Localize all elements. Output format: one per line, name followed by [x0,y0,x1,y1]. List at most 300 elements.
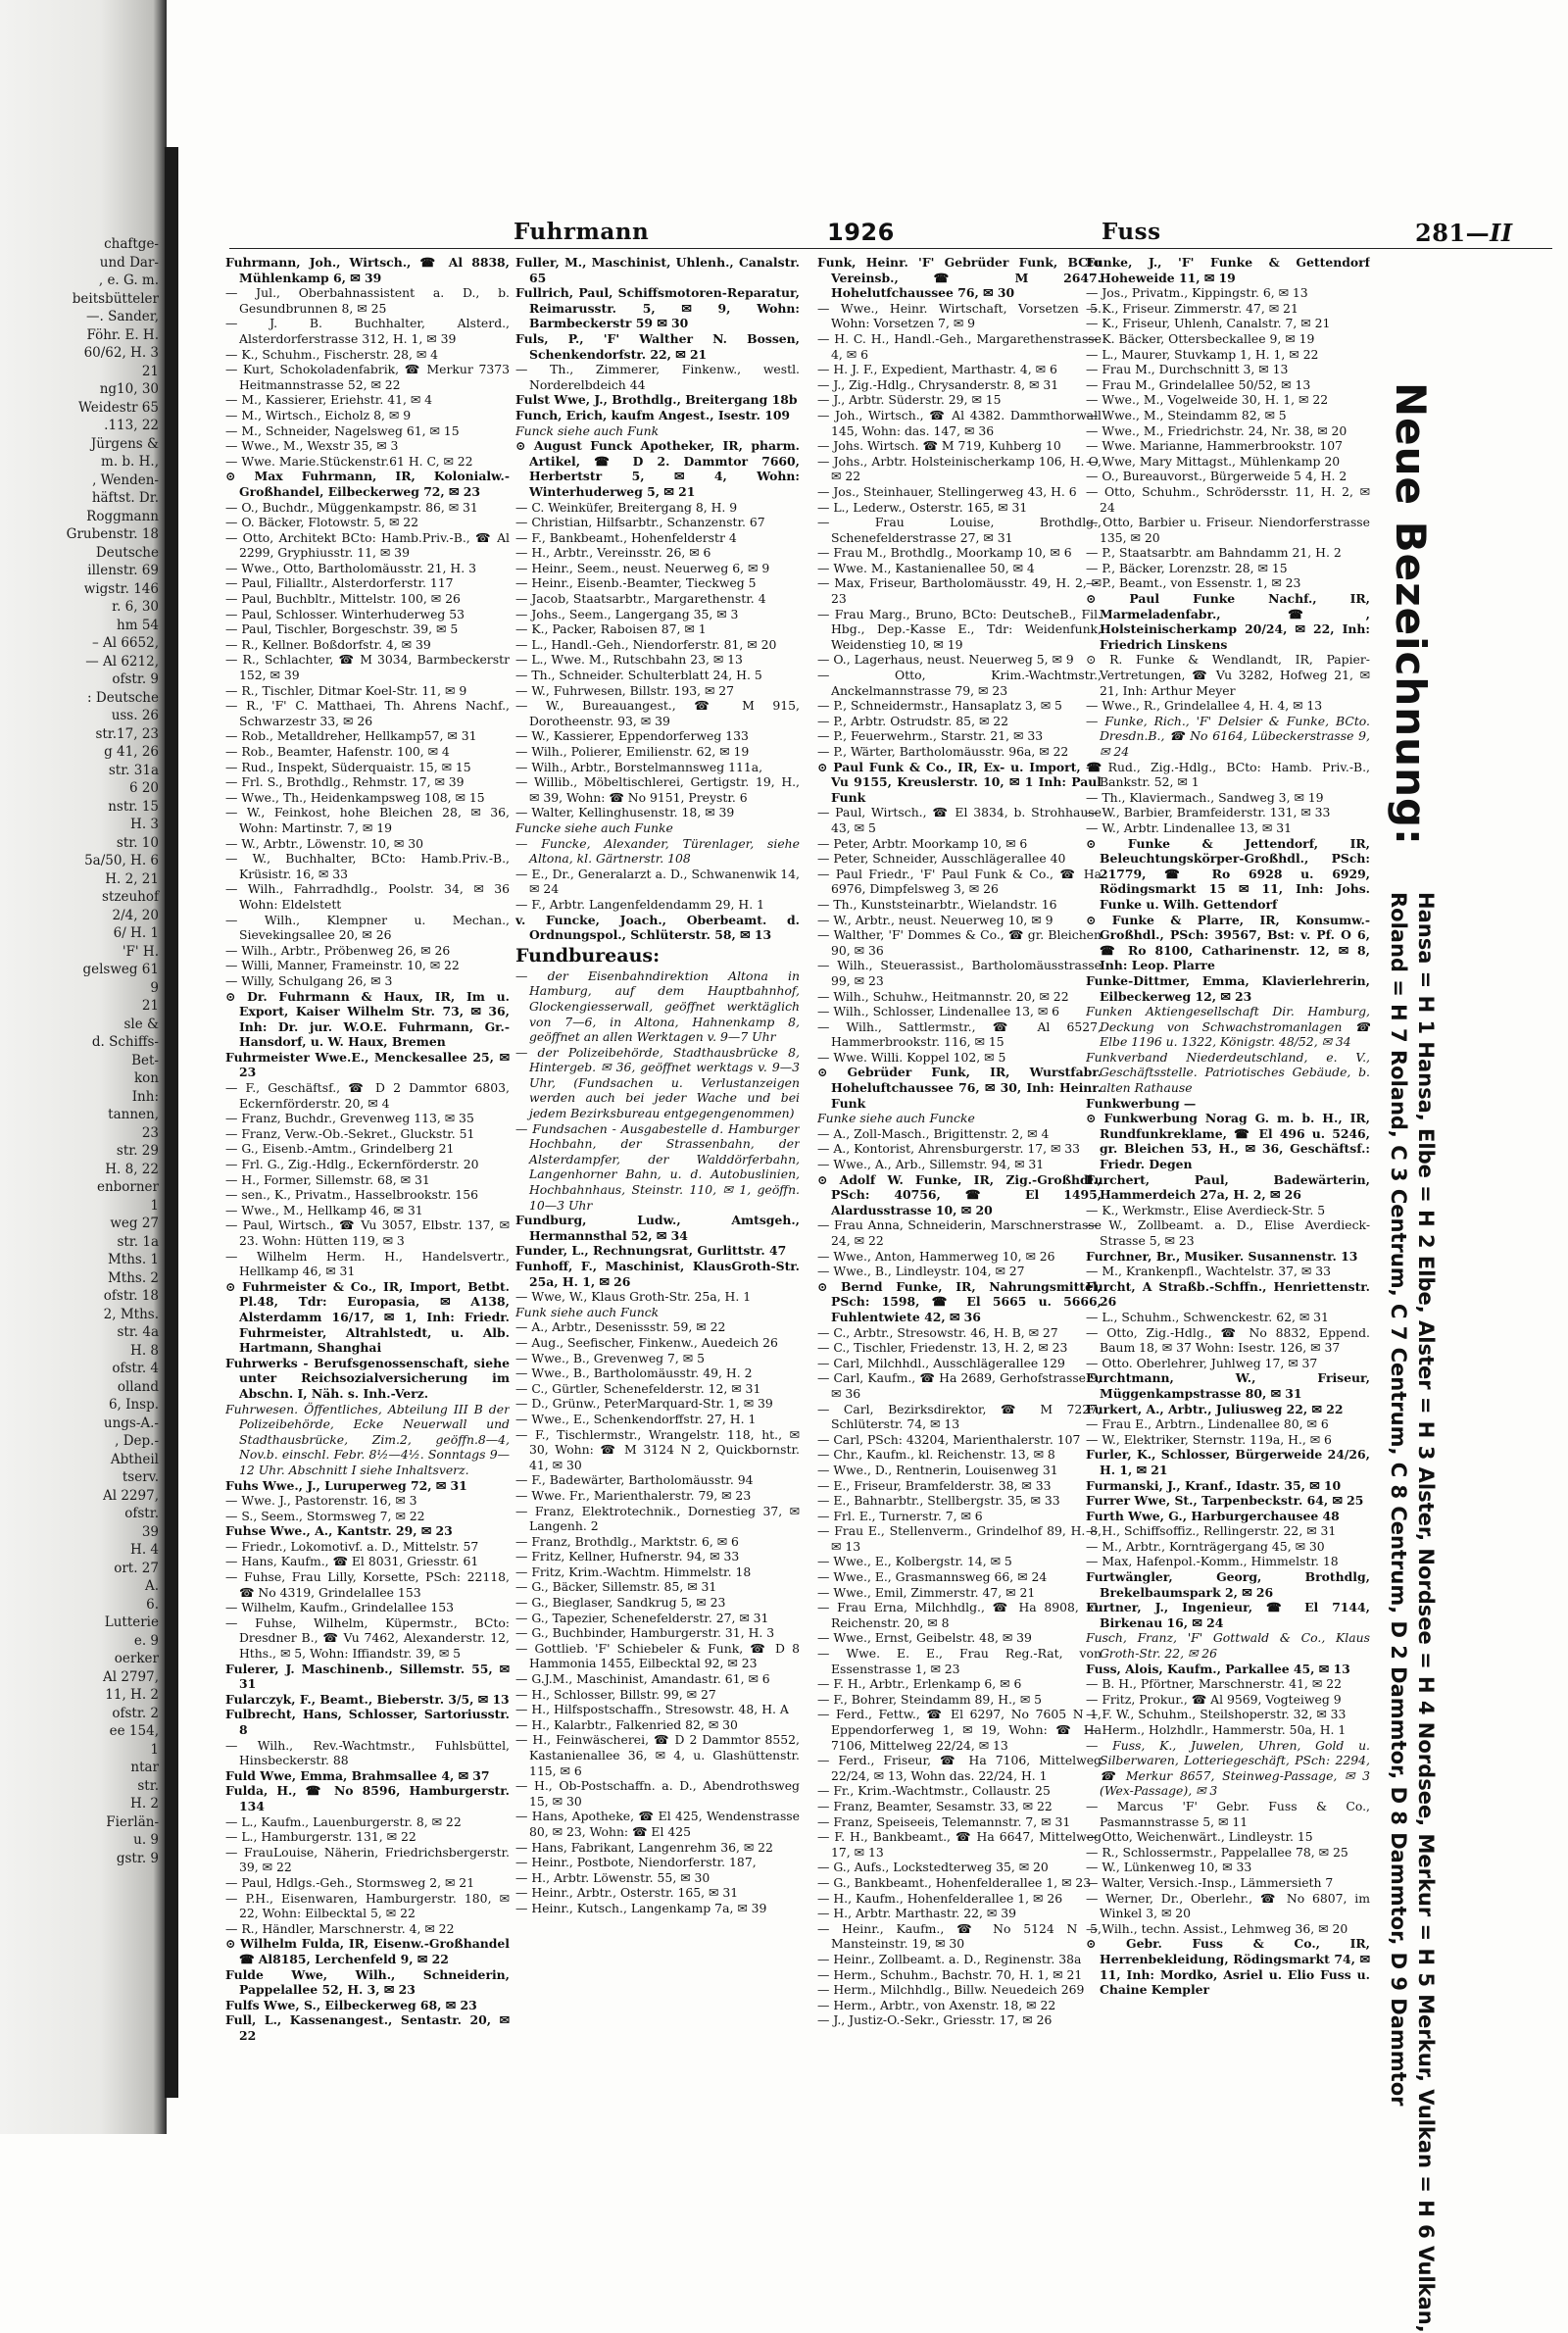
prev-page-line: ee 154, [109,1723,159,1739]
directory-entry: Funkwerbung — [1086,1095,1197,1111]
directory-entry: Fuhrmeister Wwe.E., Menckesallee 25, ✉ 23 [225,1049,510,1080]
directory-entry: — L., Schuhm., Schwenckestr. 62, ✉ 31 [1086,1309,1329,1324]
prev-page-line: uss. 26 [111,708,159,723]
prev-page-line: ofstr. 18 [103,1288,159,1304]
prev-page-line: ng10, 30 [99,381,159,397]
directory-entry: — Heinr., Arbtr., Osterstr. 165, ✉ 31 [515,1885,739,1901]
directory-entry: — O., Lagerhaus, neust. Neuerweg 5, ✉ 9 [817,652,1074,668]
directory-entry: — Otto, Barbier u. Friseur. Niendorferstrasse 135, ✉ 20 [1086,515,1370,545]
prev-page-line: str. 4a [117,1324,159,1340]
prev-page-line: H. 3 [130,817,159,832]
prev-page-line: d. Schiffs- [91,1034,159,1050]
directory-entry: — Walter, Kellinghusenstr. 18, ✉ 39 [515,805,735,820]
directory-entry: — W., Barbier, Bramfeiderstr. 131, ✉ 33 [1086,805,1331,820]
prev-page-line: Mths. 1 [107,1252,159,1267]
directory-entry: Furchner, Br., Musiker. Susannenstr. 13 [1086,1248,1358,1264]
directory-entry: — Wwe., B., Grevenweg 7, ✉ 5 [515,1350,705,1365]
directory-entry: — Rob., Beamter, Hafenstr. 100, ✉ 4 [225,744,450,759]
directory-entry: — Otto. Oberlehrer, Juhlweg 17, ✉ 37 [1086,1355,1318,1370]
directory-entry: — L., Wwe. M., Rutschbahn 23, ✉ 13 [515,652,743,668]
prev-page-line: str. 1a [117,1233,159,1250]
directory-entry: Furrer Wwe, St., Tarpenbeckstr. 64, ✉ 25 [1086,1493,1364,1509]
directory-entry: — Wilh., Schuhw., Heitmannstr. 20, ✉ 22 [817,988,1069,1004]
directory-entry: — Wilhelm Herm. H., Handelsvertr., Hellkamp 46, ✉ 31 [225,1248,510,1279]
prev-page-line: gstr. 9 [116,1850,159,1866]
directory-entry: — M., Schneider, Nagelsweg 61, ✉ 15 [225,422,460,438]
prev-page-line: 'F' H. [122,943,159,960]
directory-entry: — Wwe. Marie.Stückenstr.61 H. C, ✉ 22 [225,453,473,469]
directory-entry: — O., Bureauvorst., Bürgerweide 5 4, H. 2 [1086,469,1348,484]
directory-entry: — Wwe., M., Hellkamp 46, ✉ 31 [225,1202,423,1217]
prev-page-line: : Deutsche [87,689,159,706]
directory-entry: Fulst Wwe, J., Brothdlg., Breitergang 18b [515,392,798,408]
prev-page-line: , e. G. m. [98,273,159,288]
directory-entry: — R., Schlachter, ☎ M 3034, Barmbeckerstr 152, ✉ 39 [225,652,510,683]
directory-entry: — A., Arbtr., Desenissstr. 59, ✉ 22 [515,1319,726,1335]
directory-entry: — Willy, Schulgang 26, ✉ 3 [225,972,393,988]
directory-entry: Fuhse Wwe., A., Kantstr. 29, ✉ 23 [225,1523,453,1539]
directory-entry: — Wwe. M., Kastanienallee 50, ✉ 4 [817,560,1035,575]
directory-entry: — S., Seem., Stormsweg 7, ✉ 22 [225,1508,425,1523]
directory-entry: — Franz, Speiseeis, Telemannstr. 7, ✉ 31 [817,1813,1071,1829]
directory-entry: — Carl, Milchhdl., Ausschlägerallee 129 [817,1355,1065,1370]
prev-page-line: ofstr. [124,1506,159,1521]
page-number-arabic: 281— [1415,219,1491,247]
directory-entry: — H., Schlosser, Billstr. 99, ✉ 27 [515,1686,716,1702]
book-gutter [165,147,178,2098]
directory-entry: — Wwe., E., Kolbergstr. 14, ✉ 5 [817,1554,1012,1569]
directory-entry: — H., Kalarbtr., Falkenried 82, ✉ 30 [515,1716,738,1732]
directory-entry: — Carl, Bezirksdirektor, ☎ M 7227, Schlüterstr. 74, ✉ 13 [817,1401,1102,1432]
directory-entry: Funcke siehe auch Funke [515,819,673,835]
directory-entry: — E., Dr., Generalarzt a. D., Schwanenwik 14, ✉ 24 [515,866,800,897]
directory-entry: — M., Kassierer, Eriehstr. 41, ✉ 4 [225,392,433,408]
prev-page-line: nstr. 15 [108,798,159,815]
directory-entry: — R., Schlossermstr., Pappelallee 78, ✉ 25 [1086,1844,1348,1860]
directory-entry: ⊙ Funke & Plarre, IR, Konsumw.-Großhdl., PSch: 39567, Bst: v. Pf. O 6, ☎ Ro 8100, Catharinenstr. 12, ✉ 8, Inh: Leop. Plarre [1086,912,1370,973]
directory-entry: Fulbrecht, Hans, Schlosser, Sartoriusstr. 8 [225,1707,510,1737]
directory-entry: — Wwe., Otto, Bartholomäusstr. 21, H. 3 [225,560,476,575]
prev-page-line: Roggmann [86,508,159,524]
directory-entry: — H. C. H., Handl.-Geh., Margarethenstrasse 4, ✉ 6 [817,330,1102,362]
directory-entry: — Carl, PSch: 43204, Marienthalerstr. 107 [817,1431,1081,1447]
directory-entry: — K. Bäcker, Ottersbeckallee 9, ✉ 19 [1086,330,1315,346]
directory-entry: — Fr., Krim.-Wachtmstr., Collaustr. 25 [817,1783,1051,1799]
directory-entry: — Franz, Verw.-Ob.-Sekret., Gluckstr. 51 [225,1125,475,1141]
directory-entry: Funder, L., Rechnungsrat, Gurlittstr. 47 [515,1243,787,1259]
directory-entry: — K., Friseur, Uhlenh, Canalstr. 7, ✉ 21 [1086,316,1331,331]
directory-entry: — Wwe., E., Grasmannsweg 66, ✉ 24 [817,1569,1048,1585]
directory-entry: Fusch, Franz, 'F' Gottwald & Co., Klaus Groth-Str. 22, ✉ 26 [1086,1630,1370,1662]
directory-entry: — Willib., Möbeltischlerei, Gertigstr. 19, H., ✉ 39, Wohn: ☎ No 9151, Preystr. 6 [515,774,800,805]
directory-entry: Funke siehe auch Funcke [817,1111,975,1126]
directory-entry: — Paul, Hdlgs.-Geh., Stormsweg 2, ✉ 21 [225,1874,475,1890]
directory-entry: — Heinr., Postbote, Niendorferstr. 187, [515,1855,757,1870]
directory-entry: — Frau M., Grindelallee 50/52, ✉ 13 [1086,376,1311,392]
directory-entry: — Wilh., Sattlermstr., ☎ Al 6527, Hammerbrookstr. 116, ✉ 15 [817,1018,1102,1050]
directory-entry: ⊙ Funke & Jettendorf, IR, Beleuchtungskörper-Großhdl., PSch: 21779, ☎ Ro 6928 u. 6929, Rödingsmarkt 15 ✉ 11, Inh: Johs. Funke u. Wilh. Gettendorf [1086,835,1370,912]
directory-entry: — Otto, Weichenwärt., Lindleystr. 15 [1086,1829,1313,1845]
directory-entry: — M., Wirtsch., Eicholz 8, ✉ 9 [225,407,412,422]
directory-entry: — H., Arbtr., Vereinsstr. 26, ✉ 6 [515,545,711,561]
directory-entry: — Th., Schneider. Schulterblatt 24, H. 5 [515,668,762,683]
directory-entry: Fuhrwerks - Berufsgenossenschaft, siehe unter Reichsozialversicherung im Abschn. I, Näh. s. Inh.-Verz. [225,1355,510,1401]
running-head-right: Fuss [1102,219,1161,245]
directory-entry: — J., Arbtr. Süderstr. 29, ✉ 15 [817,392,1002,408]
prev-page-line: str.17, 23 [95,725,159,742]
directory-entry: — H., Arbtr. Löwenstr. 55, ✉ 30 [515,1869,710,1885]
directory-entry: — J. B. Buchhalter, Alsterd., Alsterdorferstrasse 312, H. 1, ✉ 39 [225,316,510,346]
prev-page-line: 6/ H. 1 [113,925,159,941]
directory-entry: — H., Kaufm., Hohenfelderallee 1, ✉ 26 [817,1890,1063,1906]
directory-entry: Furchert, Paul, Badewärterin, Hammerdeich 27a, H. 2, ✉ 26 [1086,1171,1370,1203]
directory-entry: — Wilh., techn. Assist., Lehmweg 36, ✉ 20 [1086,1920,1348,1936]
directory-entry: ⊙ Wilhelm Fulda, IR, Eisenw.-Großhandel ☎ Al8185, Lerchenfeld 9, ✉ 22 [225,1936,510,1966]
directory-entry: — Wwe. Fr., Marienthalerstr. 79, ✉ 23 [515,1487,752,1503]
directory-entry: Furchtmann, W., Friseur, Müggenkampstrasse 80, ✉ 31 [1086,1370,1370,1401]
directory-entry: — Frau Anna, Schneiderin, Marschnerstrasse 24, ✉ 22 [817,1217,1102,1248]
directory-entry: — Herm., Schuhm., Bachstr. 70, H. 1, ✉ 21 [817,1966,1083,1982]
directory-entry: — Wwe., Ernst, Geibelstr. 48, ✉ 39 [817,1630,1032,1646]
prev-page-line: Abtheil [110,1451,159,1467]
directory-entry: — W., Arbtr. Lindenallee 13, ✉ 31 [1086,819,1292,835]
directory-entry: — Ferd., Fettw., ☎ El 6297, No 7605 N 1, Eppendorferweg 1, ✉ 19, Wohn: ☎ Ha 7106, Mittelweg 22/24, ✉ 13 [817,1707,1102,1753]
directory-entry: — R., 'F' C. Matthaei, Th. Ahrens Nachf., Schwarzestr 33, ✉ 26 [225,698,510,728]
directory-entry: — G., Buchbinder, Hamburgerstr. 31, H. 3 [515,1625,775,1641]
prev-page-line: 1 [150,1197,159,1214]
sidebar-title-text: Neue Bezeichnung: [1387,382,1435,846]
directory-entry: — Johs., Arbtr. Holsteinischerkamp 106, H. O, ✉ 22 [817,453,1102,484]
directory-entry: — Wwe., D., Rentnerin, Louisenweg 31 [817,1462,1058,1477]
prev-page-line: ofstr. 4 [112,1361,159,1376]
directory-entry: — L., Handl.-Geh., Niendorferstr. 81, ✉ 20 [515,636,777,652]
prev-page-line: – Al 6652, [91,635,159,651]
directory-entry: — Wwe., M., Friedrichstr. 24, Nr. 38, ✉ 20 [1086,422,1348,438]
column-3 [817,255,1102,2088]
prev-page-line: 39 [141,1523,159,1540]
directory-entry: Furcht, A Straßb.-Schffn., Henriettenstr. 26 [1086,1278,1370,1310]
directory-entry: — W., Lünkenweg 10, ✉ 33 [1086,1860,1252,1875]
directory-entry: ⊙ August Funck Apotheker, IR, pharm. Artikel, ☎ D 2. Dammtor 7660, Herbertstr 5, ✉ 4, Wohn: Winterhuderweg 5, ✉ 21 [515,438,800,499]
directory-entry: — Fuss, K., Juwelen, Uhren, Gold u. Silberwaren, Lotteriegeschäft, PSch: 2294, ☎ Merkur 8657, Steinweg-Passage, ✉ 3 (Wex-Passage), ✉ 3 [1086,1737,1370,1799]
prev-page-line: ntar [130,1760,159,1775]
directory-entry: — Frau M., Brothdlg., Moorkamp 10, ✉ 6 [817,545,1072,561]
prev-page-line: enborner [96,1179,159,1195]
prev-page-line: Mths. 2 [107,1269,159,1286]
directory-entry: — Herm., Holzhdlr., Hammerstr. 50a, H. 1 [1086,1722,1347,1737]
prev-page-line: 6, Insp. [108,1397,159,1413]
directory-entry: — Frl. G., Zig.-Hdlg., Eckernförderstr. 20 [225,1157,479,1172]
directory-entry: — Wilhelm, Kaufm., Grindelallee 153 [225,1600,455,1615]
directory-entry: — Fritz, Krim.-Wachtm. Himmelstr. 18 [515,1564,752,1579]
directory-entry: — Wwe, Mary Mittagst., Mühlenkamp 20 [1086,453,1341,469]
sidebar-notice [1384,382,1454,2333]
directory-entry: — Max, Hafenpol.-Komm., Himmelstr. 18 [1086,1554,1339,1569]
directory-entry: — Franz, Buchdr., Grevenweg 113, ✉ 35 [225,1111,474,1126]
directory-entry: — der Eisenbahndirektion Altona in Hamburg, auf dem Hauptbahnhof, Glockengiesserwall, geöffnet werktäglich von 7—6, in Altona, Hahnenkamp 8, geöffnet an allen Werktagen v. 9—7 Uhr [515,968,800,1045]
directory-entry: — Carl, Kaufm., ☎ Ha 2689, Gerhofstrasse 9, ✉ 36 [817,1370,1102,1401]
directory-entry: — G., Bäcker, Sillemstr. 85, ✉ 31 [515,1579,717,1595]
directory-entry: — Frau Louise, Brothdlg., Schenefelderstrasse 27, ✉ 31 [817,515,1102,545]
directory-entry: — C., Arbtr., Stresowstr. 46, H. B, ✉ 27 [817,1324,1058,1340]
prev-page-line: H. 4 [130,1542,159,1558]
directory-entry: Fuhs Wwe., J., Luruperweg 72, ✉ 31 [225,1477,467,1493]
directory-entry: — H., Arbtr. Marthastr. 22, ✉ 39 [817,1906,1017,1921]
directory-entry: — R., Händler, Marschnerstr. 4, ✉ 22 [225,1920,455,1936]
prev-page-line: 5a/50, H. 6 [84,853,159,869]
directory-entry: Fuld Wwe, Emma, Brahmsallee 4, ✉ 37 [225,1767,490,1783]
page-header [229,217,1552,249]
directory-entry: — W., Elektriker, Sternstr. 119a, H., ✉ 6 [1086,1431,1332,1447]
directory-entry: — H., Feinwäscherei, ☎ D 2 Dammtor 8552, Kastanienallee 36, ✉ 4, u. Glashüttenstr. 115, ✉ 6 [515,1732,800,1778]
directory-entry: — Jos., Steinhauer, Stellingerweg 43, H. 6 [817,483,1077,499]
prev-page-line: 9 [150,979,159,996]
directory-entry: — Rud., Zig.-Hdlg., BCto: Hamb. Priv.-B., Bankstr. 52, ✉ 1 [1086,759,1370,790]
directory-entry: — F. H., Arbtr., Erlenkamp 6, ✉ 6 [817,1676,1022,1692]
directory-entry: — W., Feinkost, hohe Bleichen 28, ✉ 36, Wohn: Martinstr. 7, ✉ 19 [225,805,510,835]
directory-entry: — Fritz, Kellner, Hufnerstr. 94, ✉ 33 [515,1549,740,1564]
prev-page-line: beitsbütteler [72,290,159,307]
directory-entry: — Funke, Rich., 'F' Delsier & Funke, BCto. Dresdn.B., ☎ No 6164, Lübeckerstrasse 9, ✉ 24 [1086,713,1370,759]
prev-page-line: chaftge- [104,236,159,252]
prev-page-line: H. 2 [130,1796,159,1812]
directory-entry: — F. H., Bankbeamt., ☎ Ha 6647, Mittelweg 17, ✉ 13 [817,1829,1102,1860]
prev-page-line: str. [137,1777,159,1794]
prev-page-line: häftst. Dr. [91,490,159,506]
directory-entry: — Paul, Schlosser. Winterhuderweg 53 [225,606,466,621]
directory-entry: — Wwe. E. E., Frau Reg.-Rat, von Essenstrasse 1, ✉ 23 [817,1646,1102,1676]
directory-entry: — W., Arbtr., Löwenstr. 10, ✉ 30 [225,835,423,851]
prev-page-line: 6 20 [128,780,159,796]
directory-entry: — Kurt, Schokoladenfabrik, ☎ Merkur 7373 Heitmannstrasse 52, ✉ 22 [225,362,510,392]
prev-page-line: r. 6, 30 [112,599,159,615]
directory-entry: — Wilh., Fahrradhdlg., Poolstr. 34, ✉ 36 Wohn: Eldelstett [225,881,510,912]
directory-entry: — Gottlieb. 'F' Schiebeler & Funk, ☎ D 8 Hammonia 1455, Eilbecktal 92, ✉ 23 [515,1640,800,1671]
directory-entry: — P., Staatsarbtr. am Bahndamm 21, H. 2 [1086,545,1342,561]
page-number [1415,219,1513,247]
directory-entry: — Frl. S., Brothdlg., Rehmstr. 17, ✉ 39 [225,774,465,790]
directory-entry: — E., Bahnarbtr., Stellbergstr. 35, ✉ 33 [817,1493,1060,1509]
directory-entry: — Wwe., Th., Heidenkampsweg 108, ✉ 15 [225,789,485,805]
directory-entry: ⊙ Fuhrmeister & Co., IR, Import, Betbt. Pl.48, Tdr: Europasia, ✉ A138, Alsterdamm 16/17, ✉ 1, Inh: Friedr. Fuhrmeister, Altrahlstedt, u. Alb. Hartmann, Shanghai [225,1278,510,1356]
directory-entry: — Wilh., Rev.-Wachtmstr., Fuhlsbüttel, Hinsbeckerstr. 88 [225,1737,510,1768]
prev-page-line: kon [133,1070,159,1086]
directory-entry: ⊙ Paul Funke Nachf., IR, Marmeladenfabr., ☎, Holsteinischerkamp 20/24, ✉ 22, Inh: Friedrich Linskens [1086,591,1370,652]
prev-page-line: , Dep.- [115,1433,159,1449]
prev-page-line: 60/62, H. 3 [83,345,159,361]
prev-page-line: A. [144,1578,159,1594]
prev-page-line: str. 31a [108,762,159,778]
directory-entry: Fundburg, Ludw., Amtsgeh., Hermannsthal 52, ✉ 34 [515,1213,800,1243]
directory-entry: — Fuhse, Wilhelm, Küpermstr., BCto: Dresdner B., ☎ Vu 7462, Alexanderstr. 12, Hths., ✉ 5, Wohn: Iffiandstr. 39, ✉ 5 [225,1614,510,1662]
prev-page-line: Lutterie [104,1614,159,1630]
directory-entry: — Marcus 'F' Gebr. Fuss & Co., Pasmannstrasse 5, ✉ 11 [1086,1798,1370,1829]
directory-entry: Funch, Erich, kaufm Angest., Isestr. 109 [515,407,791,422]
directory-entry: — F., Geschäftsf., ☎ D 2 Dammtor 6803, Eckernförderstr. 20, ✉ 4 [225,1080,510,1111]
directory-entry: — Peter, Arbtr. Moorkamp 10, ✉ 6 [817,835,1028,851]
directory-entry: — Paul, Wirtsch., ☎ El 3834, b. Strohhause 43, ✉ 5 [817,805,1102,835]
directory-entry: — Max, Friseur, Bartholomäusstr. 49, H. 2, ✉ 23 [817,575,1102,607]
prev-page-line: Deutsche [95,544,159,561]
directory-entry: — Friedr., Lokomotivf. a. D., Mittelstr. 57 [225,1538,479,1554]
prev-page-line: wigstr. 146 [83,580,159,597]
directory-entry: Fularczyk, F., Beamt., Bieberstr. 3/5, ✉ 13 [225,1691,510,1707]
directory-entry: — Hans, Kaufm., ☎ El 8031, Griesstr. 61 [225,1554,479,1569]
prev-page-line: ofstr. 2 [112,1705,159,1721]
directory-entry: — C., Gürtler, Schenefelderstr. 12, ✉ 31 [515,1380,761,1396]
prev-page-line: , Wenden- [92,472,159,488]
directory-entry: — Rob., Metalldreher, Hellkamp57, ✉ 31 [225,728,477,744]
directory-entry: — E., Friseur, Bramfelderstr. 38, ✉ 33 [817,1477,1052,1493]
directory-entry: ⊙ Dr. Fuhrmann & Haux, IR, Im u. Export, Kaiser Wilhelm Str. 73, ✉ 36, Inh: Dr. jur. W.O.E. Fuhrmann, Gr.-Hansdorf, u. W. Haux, Bremen [225,988,510,1050]
directory-entry: Furtner, J., Ingenieur, ☎ El 7144, Birkenau 16, ✉ 24 [1086,1600,1370,1630]
directory-entry: — Wilh., Schlosser, Lindenallee 13, ✉ 6 [817,1004,1060,1019]
directory-entry: — W., Arbtr., neust. Neuerweg 10, ✉ 9 [817,912,1054,927]
previous-page-fragment [0,235,163,2098]
prev-page-line: —. Sander, [86,309,159,324]
directory-entry: Fuhrmann, Joh., Wirtsch., ☎ Al 8838, Mühlenkamp 6, ✉ 39 [225,255,510,285]
directory-entry: — Wwe., M., Wexstr 35, ✉ 3 [225,438,399,454]
directory-entry: — Herm., Arbtr., von Axenstr. 18, ✉ 22 [817,1997,1056,2012]
directory-entry: — Wwe., B., Bartholomäusstr. 49, H. 2 [515,1365,753,1381]
directory-entry: — P., Schneidermstr., Hansaplatz 3, ✉ 5 [817,698,1062,714]
directory-entry: — P., Arbtr. Ostrudstr. 85, ✉ 22 [817,713,1009,728]
prev-page-line: 21 [141,998,159,1014]
directory-entry: Full, L., Kassenangest., Sentastr. 20, ✉ 22 [225,2012,510,2043]
prev-page-line: weg 27 [110,1216,159,1231]
prev-page-line: 21 [141,363,159,379]
directory-entry: — Walther, 'F' Dommes & Co., ☎ gr. Bleichen 90, ✉ 36 [817,927,1102,958]
directory-entry: Fulda, H., ☎ No 8596, Hamburgerstr. 134 [225,1783,510,1813]
directory-entry: — H., Schiffsoffiz., Rellingerstr. 22, ✉ 31 [1086,1523,1337,1539]
directory-entry: — Funcke, Alexander, Türenlager, siehe Altona, kl. Gärtnerstr. 108 [515,835,800,867]
directory-entry: — Fundsachen - Ausgabestelle d. Hamburger Hochbahn, der Strassenbahn, der Alsterdampfer, der Walddörferbahn, Langenhorner Bahn, u. d. Autobuslinien, Hochbahnhaus, Steinstr. 110, ✉ 1, geöffn. 10—3 Uhr [515,1120,800,1213]
directory-entry: — Herm., Milchhdlg., Billw. Neuedeich 269 [817,1982,1085,1998]
directory-entry: — Wwe., R., Grindelallee 4, H. 4, ✉ 13 [1086,698,1323,714]
prev-page-line: ungs-A.- [103,1415,159,1431]
directory-entry: — F. W., Schuhm., Steilshoperstr. 32, ✉ 33 [1086,1707,1347,1722]
directory-entry: ⊙ R. Funke & Wendlandt, IR, Papier-Vertretungen, ☎ Vu 3282, Hofweg 21, ✉ 21, Inh: Arthur Meyer [1086,652,1370,698]
prev-page-line: .113, 22 [104,418,159,433]
directory-entry: — Frau Erna, Milchhdlg., ☎ Ha 8908, kl. Reichenstr. 20, ✉ 8 [817,1600,1102,1630]
prev-page-line: Al 2297, [102,1487,159,1504]
directory-entry: — K., Werkmstr., Elise Averdieck-Str. 5 [1086,1202,1326,1217]
directory-entry: — Aug., Seefischer, Finkenw., Auedeich 26 [515,1334,778,1350]
directory-entry: — Wwe, W., Klaus Groth-Str. 25a, H. 1 [515,1289,752,1305]
directory-entry: — Walter, Versich.-Insp., Lämmersieth 7 [1086,1874,1334,1890]
directory-entry: — Ferd., Friseur, ☎ Ha 7106, Mittelweg 22/24, ✉ 13, Wohn das. 22/24, H. 1 [817,1753,1102,1783]
prev-page-line: sle & [123,1016,159,1032]
directory-entry: — Franz, Beamter, Sesamstr. 33, ✉ 22 [817,1798,1053,1813]
year: 1926 [827,219,895,246]
directory-entry: — Wwe., B., Lindleystr. 104, ✉ 27 [817,1264,1025,1279]
directory-entry: — P., Bäcker, Lorenzstr. 28, ✉ 15 [1086,560,1288,575]
prev-page-line: — Al 6212, [85,653,159,670]
directory-entry: — Heinr., Kutsch., Langenkamp 7a, ✉ 39 [515,1900,767,1915]
directory-entry: — Frau E., Arbtrn., Lindenallee 80, ✉ 6 [1086,1416,1329,1432]
directory-entry: — F., Badewärter, Bartholomäusstr. 94 [515,1472,754,1488]
directory-entry: — W., Bureauangest., ☎ M 915, Dorotheenstr. 93, ✉ 39 [515,698,800,728]
prev-page-line: H. 8, 22 [105,1161,159,1177]
directory-entry: — K., Friseur. Zimmerstr. 47, ✉ 21 [1086,300,1298,316]
directory-entry: — F., Bankbeamt., Hohenfelderstr 4 [515,529,737,545]
directory-entry: — Fuhse, Frau Lilly, Korsette, PSch: 22118, ☎ No 4319, Grindelallee 153 [225,1569,510,1600]
directory-entry: — P., Wärter, Bartholomäusstr. 96a, ✉ 22 [817,744,1069,759]
prev-page-line: 23 [141,1124,159,1141]
directory-entry: — O. Bäcker, Flotowstr. 5, ✉ 22 [225,515,419,530]
directory-entry: — Johs. Wirtsch. ☎ M 719, Kuhberg 10 [817,438,1061,454]
directory-entry: — Wwe., M., Vogelweide 30, H. 1, ✉ 22 [1086,392,1329,408]
directory-entry: — H., Ob-Postschaffn. a. D., Abendrothsweg 15, ✉ 30 [515,1778,800,1809]
directory-entry: — Heinr., Zollbeamt. a. D., Reginenstr. 38a [817,1951,1082,1966]
directory-entry: — C., Tischler, Friedenstr. 13, H. 2, ✉ 23 [817,1340,1068,1356]
directory-entry: Furmanski, J., Kranf., Idastr. 35, ✉ 10 [1086,1477,1342,1493]
directory-entry: — Otto, Schuhm., Schrödersstr. 11, H. 2, ✉ 24 [1086,483,1370,515]
exchange-codes-line-2: Roland = H 7 Roland, C 3 Centrum, C 7 Centrum, C 8 Centrum, D 2 Dammtor, D 8 Dammtor, D 9 Dammtor [1387,892,1410,2107]
directory-entry: — P., Feuerwehrm., Starstr. 21, ✉ 33 [817,728,1044,744]
prev-page-line: Grubenstr. 18 [66,526,159,542]
directory-entry: — Paul, Wirtsch., ☎ Vu 3057, Elbstr. 137, ✉ 23. Wohn: Hütten 119, ✉ 3 [225,1217,510,1248]
directory-entry: — K., Schuhm., Fischerstr. 28, ✉ 4 [225,346,439,362]
directory-entry: — G., Aufs., Lockstedterweg 35, ✉ 20 [817,1860,1049,1875]
prev-page-line: olland [117,1378,159,1395]
prev-page-line: hm 54 [117,617,159,633]
prev-page-line: und Dar- [99,254,159,271]
directory-entry: Funk, Heinr. 'F' Gebrüder Funk, BCto Vereinsb., ☎ M 2647. Hohelutfchaussee 76, ✉ 30 [817,255,1102,301]
directory-entry: Funke, J., 'F' Funke & Gettendorf Hoheweide 11, ✉ 19 [1086,255,1370,285]
prev-page-line: Weidestr 65 [78,399,159,416]
column-2 [515,255,800,2088]
directory-entry: — L., Hamburgerstr. 131, ✉ 22 [225,1829,416,1845]
directory-entry: — Paul, Buchbltr., Mittelstr. 100, ✉ 26 [225,591,461,607]
directory-entry: — Peter, Schneider, Ausschlägerallee 40 [817,851,1066,867]
directory-entry: Fulde Wwe, Wilh., Schneiderin, Pappelallee 52, H. 3, ✉ 23 [225,1966,510,1998]
directory-entry: — Wwe., Heinr. Wirtschaft, Vorsetzen 5. Wohn: Vorsetzen 7, ✉ 9 [817,300,1102,331]
directory-entry: Funken Aktiengesellschaft Dir. Hamburg, Deckung von Schwachstromanlagen ☎ Elbe 1196 u. 1322, Königstr. 48/52, ✉ 34 [1086,1004,1370,1050]
directory-entry: — Frau M., Durchschnitt 3, ✉ 13 [1086,362,1289,377]
prev-page-line: g 41, 26 [104,744,159,760]
directory-entry: Furth Wwe, G., Harburgerchausee 48 [1086,1508,1340,1523]
directory-entry: — Wilh., Steuerassist., Bartholomäusstrasse 99, ✉ 23 [817,958,1102,988]
prev-page-line: tannen, [108,1107,159,1122]
directory-entry: ⊙ Adolf W. Funke, IR, Zig.-Großhdl., PSch: 40756, ☎ El 1495, Alardusstrasse 10, ✉ 20 [817,1171,1102,1217]
directory-entry: — Frl. E., Turnerstr. 7, ✉ 6 [817,1508,983,1523]
prev-page-line: m. b. H., [101,454,159,470]
directory-entry: Funkverband Niederdeutschland, e. V., Geschäftsstelle. Patriotisches Gebäude, b. alten Rathause [1086,1049,1370,1096]
prev-page-line: Föhr. E. H. [86,326,159,343]
directory-entry: — der Polizeibehörde, Stadthausbrücke 8, Hintergeb. ✉ 36, geöffnet werktags v. 9—3 Uhr, (Fundsachen u. Verlustanzeigen werden auch bei jeder Wache und bei jedem Bezirksbureau entgegengenommen) [515,1044,800,1121]
prev-page-line: 2, Mths. [103,1306,159,1322]
running-head-left: Fuhrmann [514,219,650,245]
directory-entry: — J., Zig.-Hdlg., Chrysanderstr. 8, ✉ 31 [817,376,1059,392]
directory-entry: — Paul, Tischler, Borgeschstr. 39, ✉ 5 [225,621,459,637]
directory-entry: — W., Zollbeamt. a. D., Elise Averdieck-Strasse 5, ✉ 23 [1086,1217,1370,1248]
directory-entry: Funk siehe auch Funck [515,1304,660,1319]
directory-entry: — Frau Marg., Bruno, BCto: DeutscheB., Fil. Hbg., Dep.-Kasse E., Tdr: Weidenfunk, Weidenstieg 10, ✉ 19 [817,606,1102,652]
prev-page-line: 6. [146,1596,159,1613]
directory-entry: — A., Kontorist, Ahrensburgerstr. 17, ✉ 33 [817,1141,1081,1157]
prev-page-line: Jürgens & [90,435,159,452]
column-1 [225,255,510,2088]
directory-entry: — Otto, Krim.-Wachtmstr., Anckelmannstrasse 79, ✉ 23 [817,668,1102,698]
directory-entry: — Wwe. J., Pastorenstr. 16, ✉ 3 [225,1493,417,1509]
prev-page-line: H. 8 [130,1342,159,1359]
directory-entry: — A., Zoll-Masch., Brigittenstr. 2, ✉ 4 [817,1125,1050,1141]
directory-entry: — L., Maurer, Stuvkamp 1, H. 1, ✉ 22 [1086,346,1319,362]
directory-entry: — Wwe., A., Arb., Sillemstr. 94, ✉ 31 [817,1157,1045,1172]
directory-entry: — Wwe., Anton, Hammerweg 10, ✉ 26 [817,1248,1055,1264]
directory-entry: — H., Hilfspostschaffn., Stresowstr. 48, H. A [515,1702,789,1717]
